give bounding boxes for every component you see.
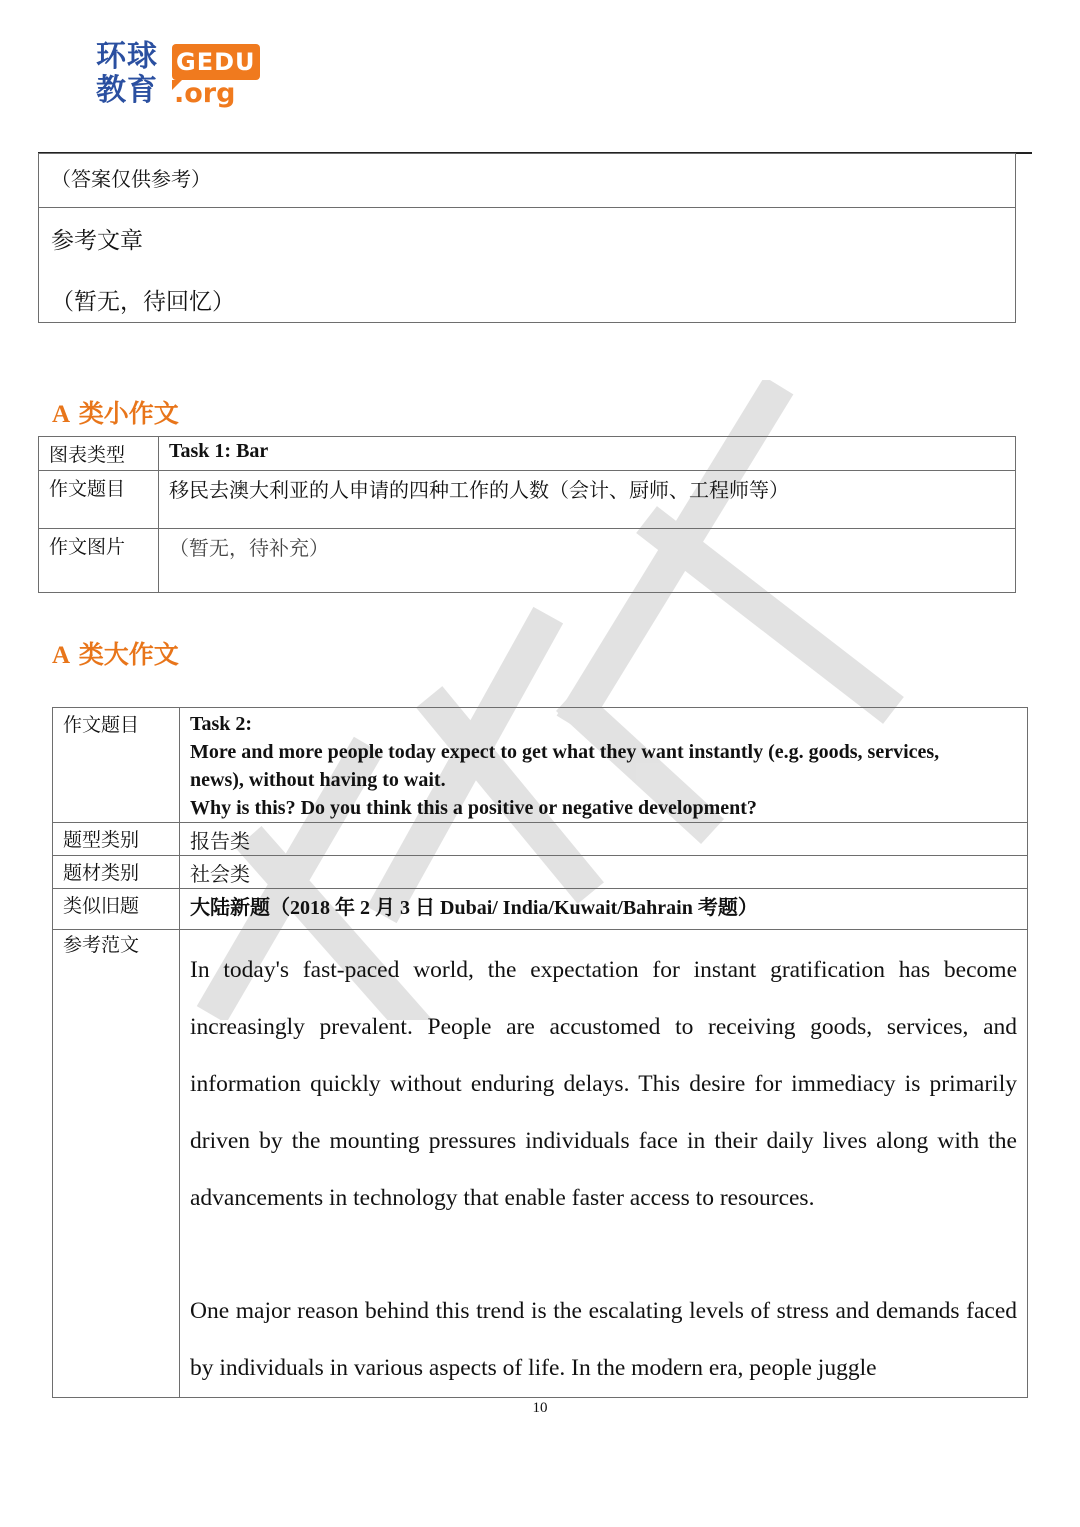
reference-article-cell bbox=[39, 208, 1016, 323]
task2-key: 作文题目 bbox=[53, 708, 180, 823]
task2-key: 题型类别 bbox=[53, 823, 180, 856]
essay-paragraph: In today's fast-paced world, the expectation for instant gratification has become increasingly prevalent. People are accustomed to receiving goods, services, and information quickly without enduring delays. This desire for immediacy is primarily driven by the mounting pressures individuals face in their daily lives along with the advancements in technology that enable faster access to resources. bbox=[190, 957, 1017, 1211]
reference-article-content: （暂无，待回忆） bbox=[51, 289, 235, 315]
task1-key: 图表类型 bbox=[39, 437, 159, 471]
topic-category: 社会类 bbox=[180, 856, 1028, 889]
sample-essay bbox=[180, 930, 1028, 1398]
reference-table bbox=[38, 153, 1016, 323]
logo-domain: .org bbox=[174, 78, 236, 109]
task2-key: 类似旧题 bbox=[53, 889, 180, 930]
reference-article-label: 参考文章 bbox=[51, 228, 143, 254]
essay-paragraph: One major reason behind this trend is the escalating levels of stress and demands faced by individuals in various aspects of life. In the modern era, people juggle bbox=[190, 1298, 1017, 1381]
task1-table bbox=[38, 436, 1016, 593]
task1-key: 作文图片 bbox=[39, 529, 159, 593]
task1-image: （暂无，待补充） bbox=[159, 529, 1016, 593]
task2-key: 参考范文 bbox=[53, 930, 180, 1398]
section-title-task1: A 类小作文 bbox=[52, 399, 179, 428]
page-number: 10 bbox=[532, 1400, 548, 1416]
similar-past-question: 大陆新题（2018 年 2 月 3 日 Dubai/ India/Kuwait/Bahrain 考题） bbox=[180, 889, 1028, 930]
answer-note: （答案仅供参考） bbox=[39, 154, 1016, 208]
task2-question: Task 2: More and more people today expect to get what they want instantly (e.g. goods, services, news), without having to wait. Why is this? Do you think this a positive or negative development? bbox=[180, 708, 1028, 823]
logo-badge-text: GEDU bbox=[176, 48, 256, 76]
task2-table bbox=[52, 707, 1028, 1398]
task1-key: 作文题目 bbox=[39, 471, 159, 529]
task1-topic: 移民去澳大利亚的人申请的四种工作的人数（会计、厨师、工程师等） bbox=[159, 471, 1016, 529]
gedu-logo bbox=[96, 40, 266, 112]
logo-cn-text: 环球 教育 bbox=[96, 39, 158, 108]
task2-key: 题材类别 bbox=[53, 856, 180, 889]
question-type: 报告类 bbox=[180, 823, 1028, 856]
section-title-task2: A 类大作文 bbox=[52, 640, 179, 669]
task1-chart-type: Task 1: Bar bbox=[159, 437, 1016, 471]
